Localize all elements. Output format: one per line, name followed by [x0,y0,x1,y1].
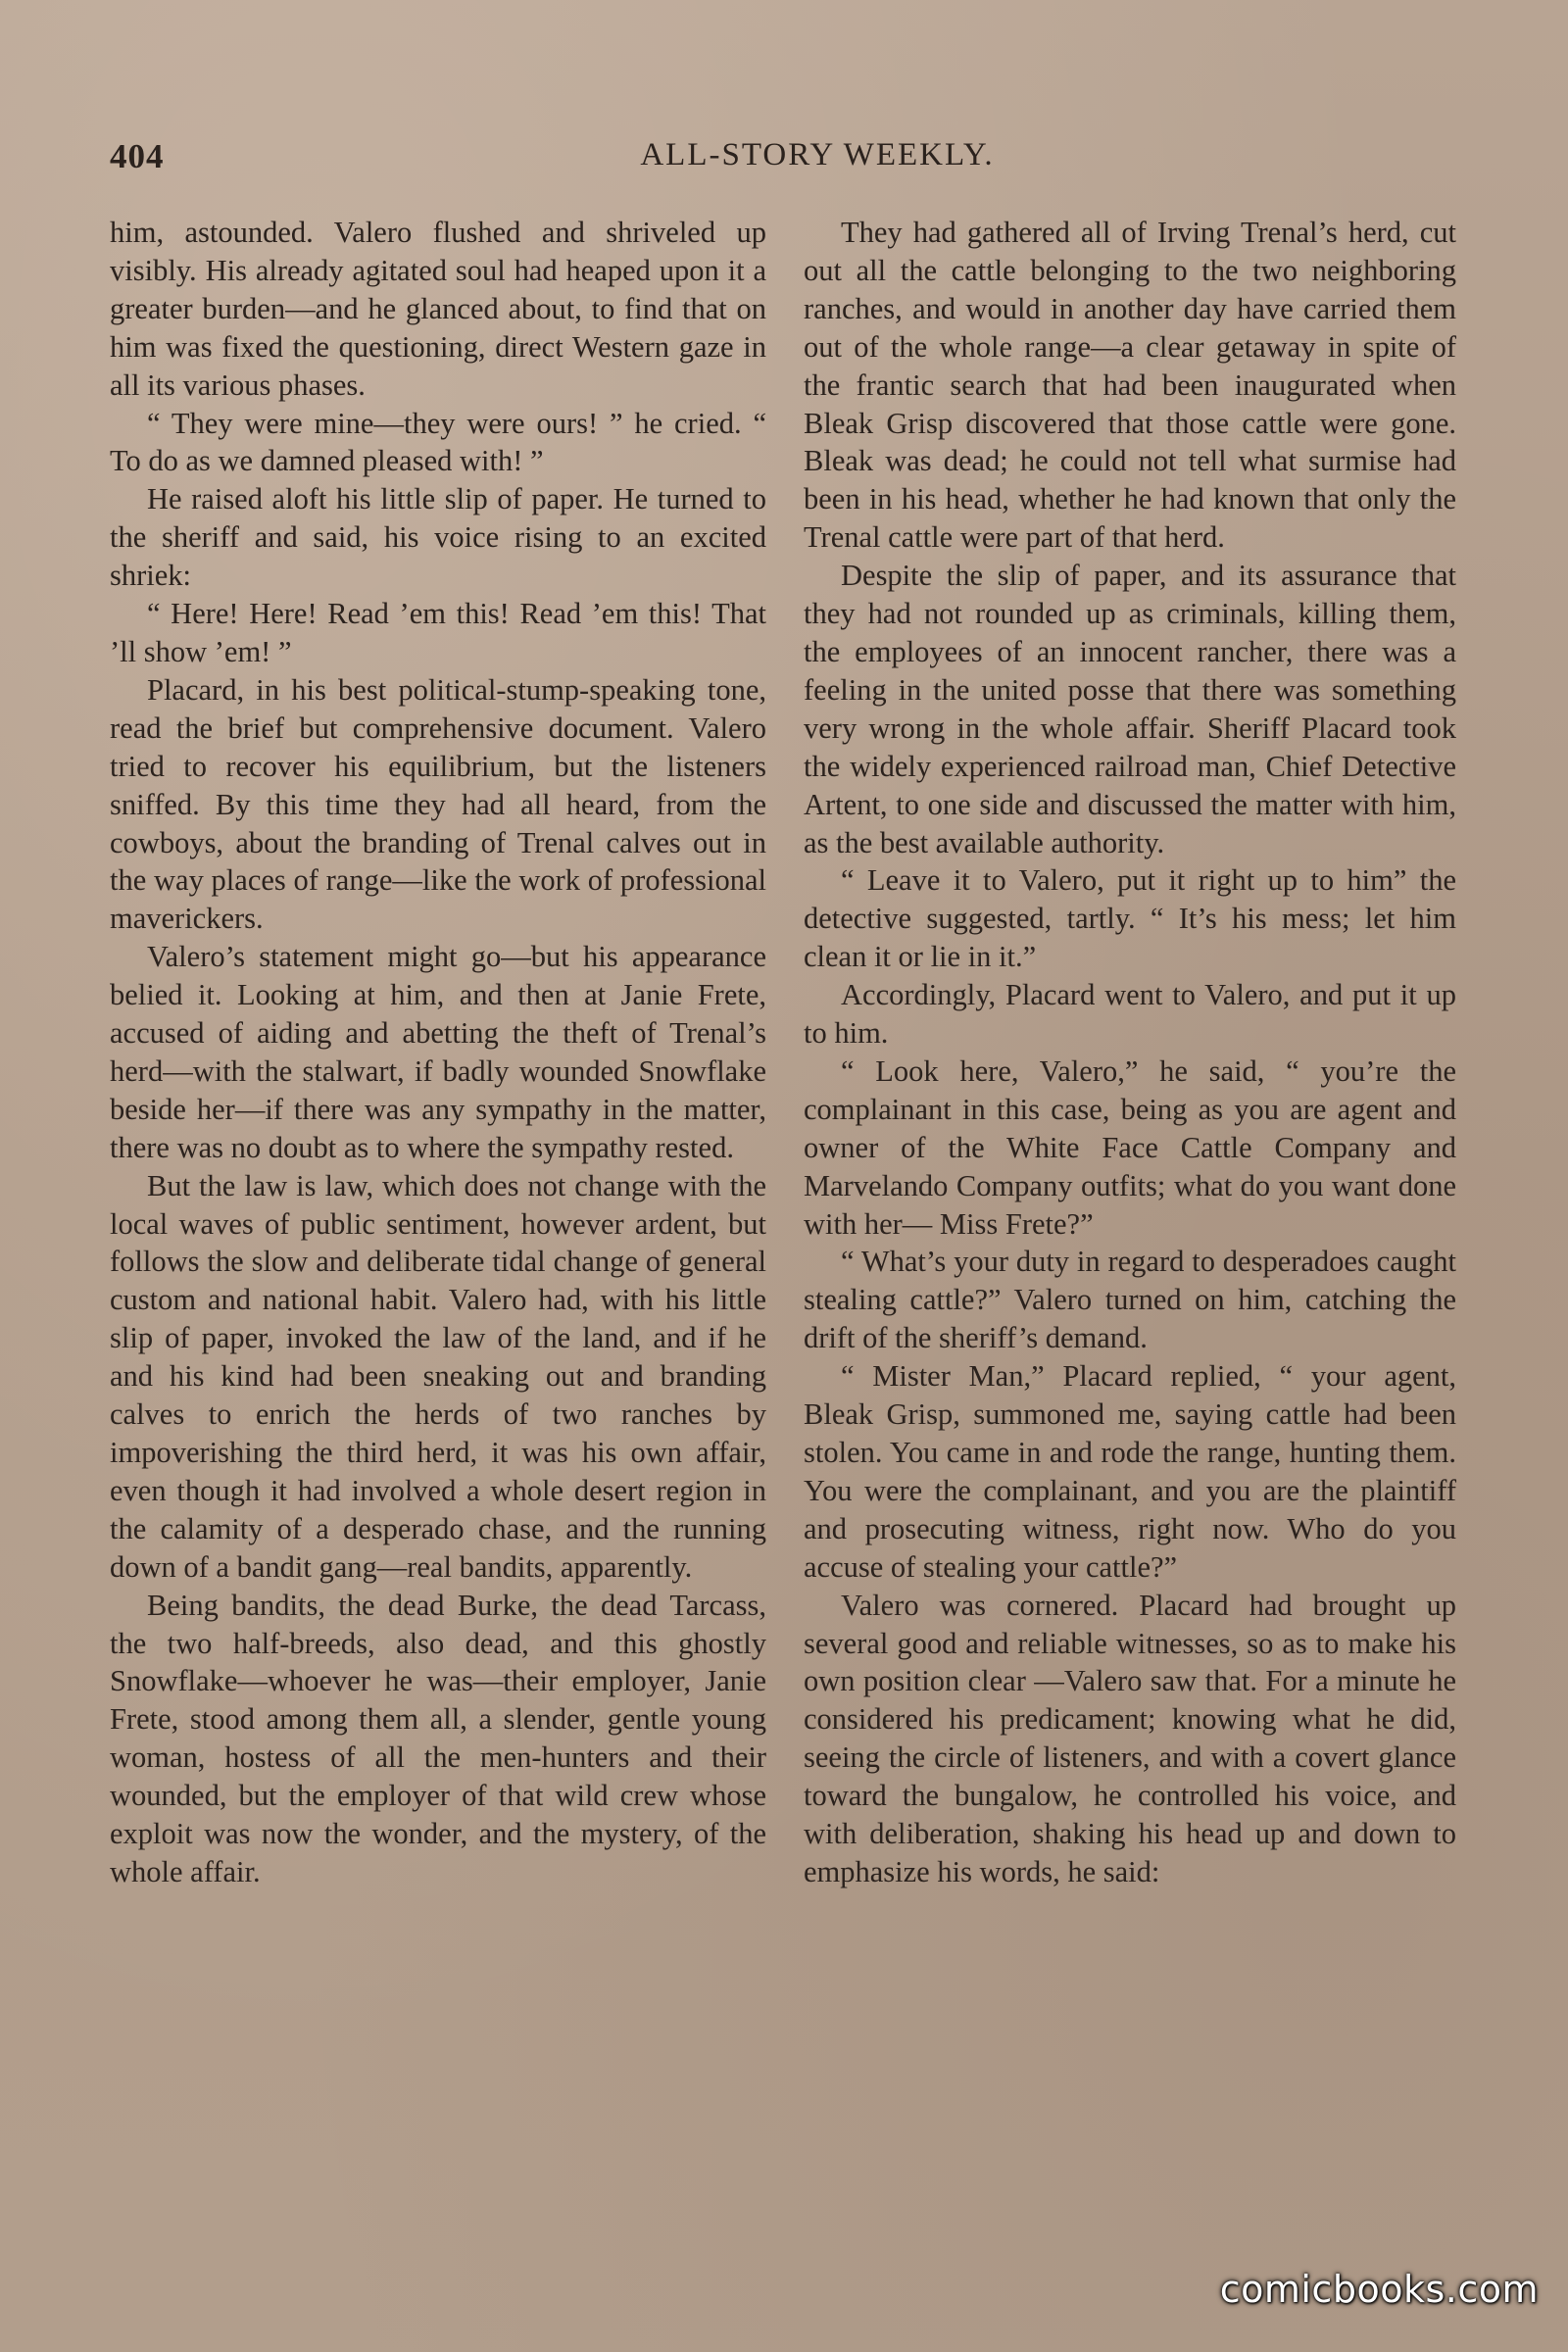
paragraph: They had gathered all of Irving Trenal’s herd, cut out all the cattle belonging to the two neighboring ranches, and would in another day have carried them out of the whole range—a clear getaway in spite of the frantic search that had been inaugurated when Bleak Grisp discovered that those cattle were gone. Bleak was dead; he could not tell what surmise had been in his head, whether he had known that only the Trenal cattle were part of that herd. [804,216,1456,555]
paragraph: “ Mister Man,” Placard replied, “ your agent, Bleak Grisp, summoned me, saying cattle had been stolen. You came in and rode the range, hunting them. You were the complainant, and you are the plaintiff and prosecuting witness, right now. Who do you accuse of stealing your cattle?” [804,1359,1456,1584]
left-column [110,214,766,1891]
paragraph: He raised aloft his little slip of paper. He turned to the sheriff and said, his voice rising to an excited shriek: [110,482,766,593]
page-number: 404 [110,137,165,175]
paragraph: “ Leave it to Valero, put it right up to him” the detective suggested, tartly. “ It’s his mess; let him clean it or lie in it.” [804,863,1456,974]
paragraph: Placard, in his best political-stump-speaking tone, read the brief but comprehensive document. Valero tried to recover his equilibrium, but the listeners sniffed. By this time they had all heard, from the cowboys, about the branding of Trenal calves out in the way places of range—like the work of professional maverickers. [110,672,766,936]
right-column [804,214,1456,1891]
paragraph: “ Here! Here! Read ’em this! Read ’em this! That ’ll show ’em! ” [110,597,766,668]
paragraph: him, astounded. Valero flushed and shriveled up visibly. His already agitated soul had heaped upon it a greater burden—and he glanced about, to find that on him was fixed the questioning, direct Western gaze in all its various phases. [110,216,766,402]
page-header [110,137,1456,186]
site-watermark: comicbooks.com [1219,2268,1539,2311]
paragraph: “ Look here, Valero,” he said, “ you’re the complainant in this case, being as you are agent and owner of the White Face Cattle Company and Marvelando Company outfits; what do you want done with her— Miss Frete?” [804,1054,1456,1241]
paragraph: Accordingly, Placard went to Valero, and put it up to him. [804,978,1456,1051]
running-head: ALL-STORY WEEKLY. [640,137,995,172]
paragraph: Being bandits, the dead Burke, the dead Tarcass, the two half-breeds, also dead, and this ghostly Snowflake—whoever he was—their employer, Janie Frete, stood among them all, a slender, gentle young woman, hostess of all the men-hunters and their wounded, but the employer of that wild crew whose exploit was now the wonder, and the mystery, of the whole affair. [110,1588,766,1888]
paragraph: “ They were mine—they were ours! ” he cried. “ To do as we damned pleased with! ” [110,406,766,478]
paragraph: Despite the slip of paper, and its assurance that they had not rounded up as criminals, killing them, the employees of an innocent rancher, there was a feeling in the united posse that there was something very wrong in the whole affair. Sheriff Placard took the widely experienced railroad man, Chief Detective Artent, to one side and discussed the matter with him, as the best available authority. [804,559,1456,859]
paragraph: “ What’s your duty in regard to desperadoes caught stealing cattle?” Valero turned on him, catching the drift of the sheriff’s demand. [804,1245,1456,1355]
paragraph: But the law is law, which does not change with the local waves of public sentiment, however ardent, but follows the slow and deliberate tidal change of general custom and national habit. Valero had, with his little slip of paper, invoked the law of the land, and if he and his kind had been sneaking out and branding calves to enrich the herds of two ranches by impoverishing the third herd, it was his own affair, even though it had involved a whole desert region in the calamity of a desperado chase, and the running down of a bandit gang—real bandits, apparently. [110,1168,766,1584]
paragraph: Valero’s statement might go—but his appearance belied it. Looking at him, and then at Janie Frete, accused of aiding and abetting the theft of Trenal’s herd—with the stalwart, if badly wounded Snowflake beside her—if there was any sympathy in the matter, there was no doubt as to where the sympathy rested. [110,940,766,1164]
paragraph: Valero was cornered. Placard had brought up several good and reliable witnesses, so as to make his own position clear —Valero saw that. For a minute he considered his predicament; knowing what he did, seeing the circle of listeners, and with a covert glance toward the bungalow, he controlled his voice, and with deliberation, shaking his head up and down to emphasize his words, he said: [804,1588,1456,1888]
